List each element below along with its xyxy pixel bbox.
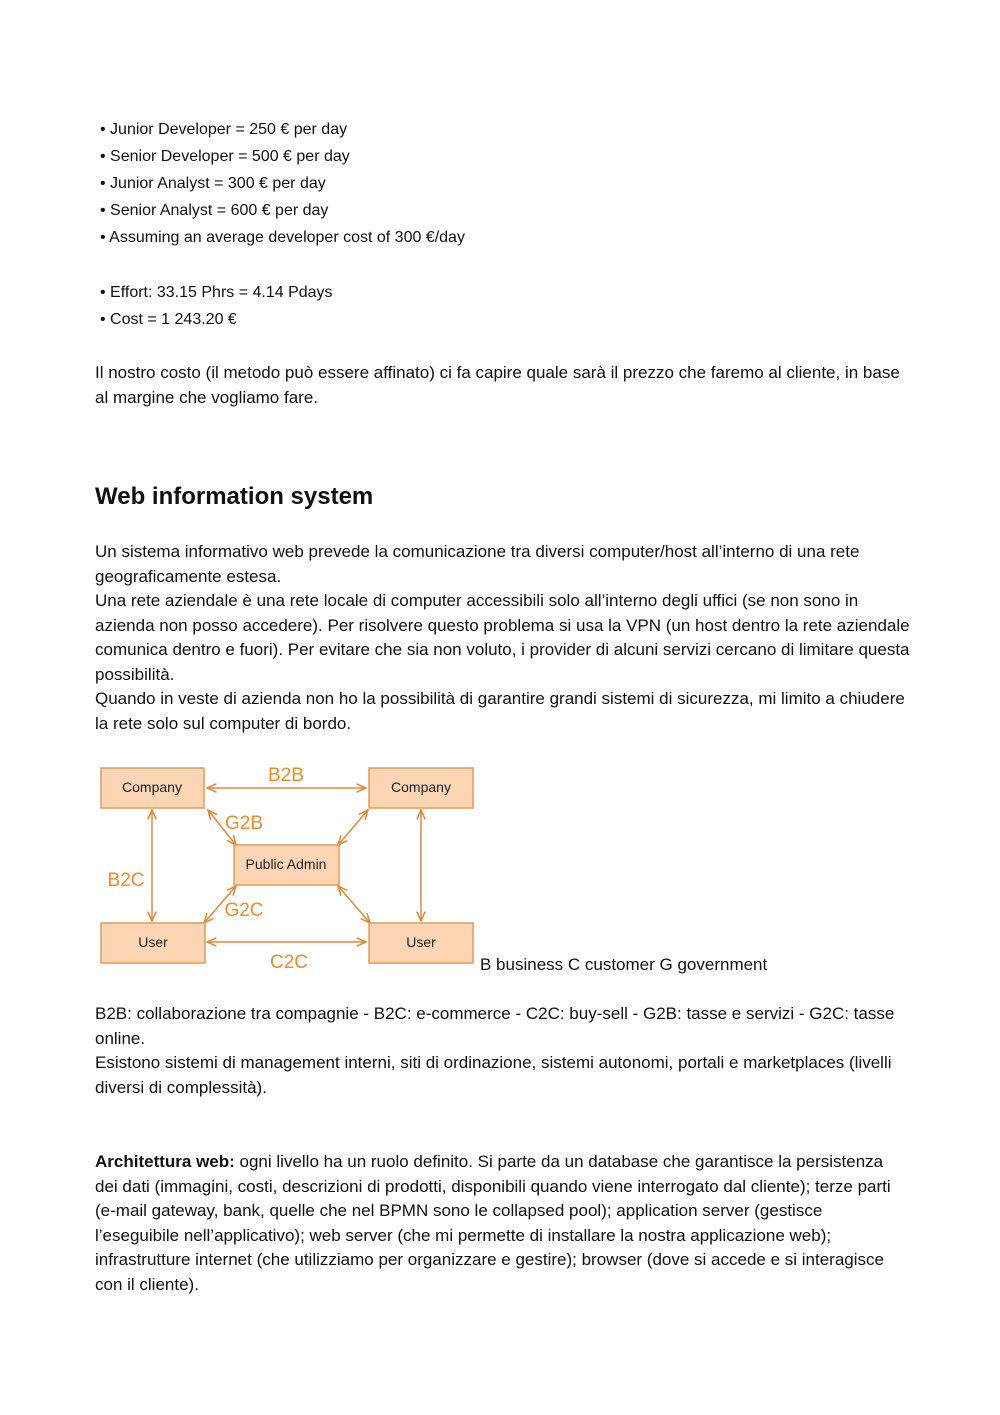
types-paragraphs xyxy=(95,1002,910,1100)
architecture-paragraph xyxy=(95,1150,910,1297)
estimate-item: • Cost = 1 243.20 € xyxy=(100,306,333,333)
rate-item: • Assuming an average developer cost of 300 €/day xyxy=(100,224,465,251)
user-left-label: User xyxy=(138,934,168,950)
company-right-label: Company xyxy=(391,779,451,795)
section-title: Web information system xyxy=(95,483,374,510)
paragraph: Una rete aziendale è una rete locale di computer accessibili solo all’interno degli uffici (se non sono in azienda non posso accedere). Per risolvere questo problema si usa la VPN (un host dentro la rete aziendale comunica dentro e fuori). Per evitare che sia non voluto, i provider di alcuni servizi cercano di limitare questa possibilità. xyxy=(95,591,910,684)
paragraph: Un sistema informativo web prevede la comunicazione tra diversi computer/host all’interno di una rete geograficamente estesa. xyxy=(95,542,860,586)
paragraph: Quando in veste di azienda non ho la possibilità di garantire grandi sistemi di sicurezza, mi limito a chiudere la rete solo sul computer di bordo. xyxy=(95,689,905,733)
paragraph: B2B: collaborazione tra compagnie - B2C: e-commerce - C2C: buy-sell - G2B: tasse e servizi - G2C: tasse online. xyxy=(95,1004,895,1048)
rate-item: • Junior Developer = 250 € per day xyxy=(100,116,465,143)
wis-paragraphs xyxy=(95,540,910,736)
b2c-label: B2C xyxy=(107,870,145,891)
c2c-label: C2C xyxy=(269,952,309,973)
estimate-item: • Effort: 33.15 Phrs = 4.14 Pdays xyxy=(100,279,333,306)
architecture-text: ogni livello ha un ruolo definito. Si parte da un database che garantisce la persistenza dei dati (immagini, costi, descrizioni di prodotti, disponibili quando viene interrogato dal cliente); terze parti (e-mail gateway, bank, quelle che nel BPMN sono le collapsed pool); application server (gestisce l’eseguibile nell’applicativo); web server (che mi permette di installare la nostra applicazione web); infrastrutture internet (che utilizziamo per organizzare e gestire); browser (dove si accede e si interagisce con il cliente). xyxy=(95,1152,891,1294)
rate-item: • Junior Analyst = 300 € per day xyxy=(100,170,465,197)
rate-item: • Senior Developer = 500 € per day xyxy=(100,143,465,170)
g2c-label: G2C xyxy=(224,900,264,921)
rates-list xyxy=(100,116,465,251)
company-left-label: Company xyxy=(122,779,182,795)
g2c-arrow-right xyxy=(338,886,370,923)
g2b-label: G2B xyxy=(224,813,264,834)
paragraph: Esistono sistemi di management interni, siti di ordinazione, sistemi autonomi, portali e marketplaces (livelli diversi di complessità). xyxy=(95,1053,892,1097)
diagram-svg xyxy=(96,758,481,973)
estimate-list xyxy=(100,279,333,333)
rate-item: • Senior Analyst = 600 € per day xyxy=(100,197,465,224)
intro-paragraph: Il nostro costo (il metodo può essere affinato) ci fa capire quale sarà il prezzo che faremo al cliente, in base al margine che vogliamo fare. xyxy=(95,363,900,407)
user-right-label: User xyxy=(406,934,436,950)
ecommerce-relations-diagram xyxy=(96,758,481,973)
g2b-arrow-right xyxy=(338,810,368,845)
public-admin-label: Public Admin xyxy=(245,856,327,872)
architecture-term: Architettura web: xyxy=(95,1152,235,1171)
b2b-label: B2B xyxy=(268,765,304,786)
diagram-legend: B business C customer G government xyxy=(480,955,768,974)
